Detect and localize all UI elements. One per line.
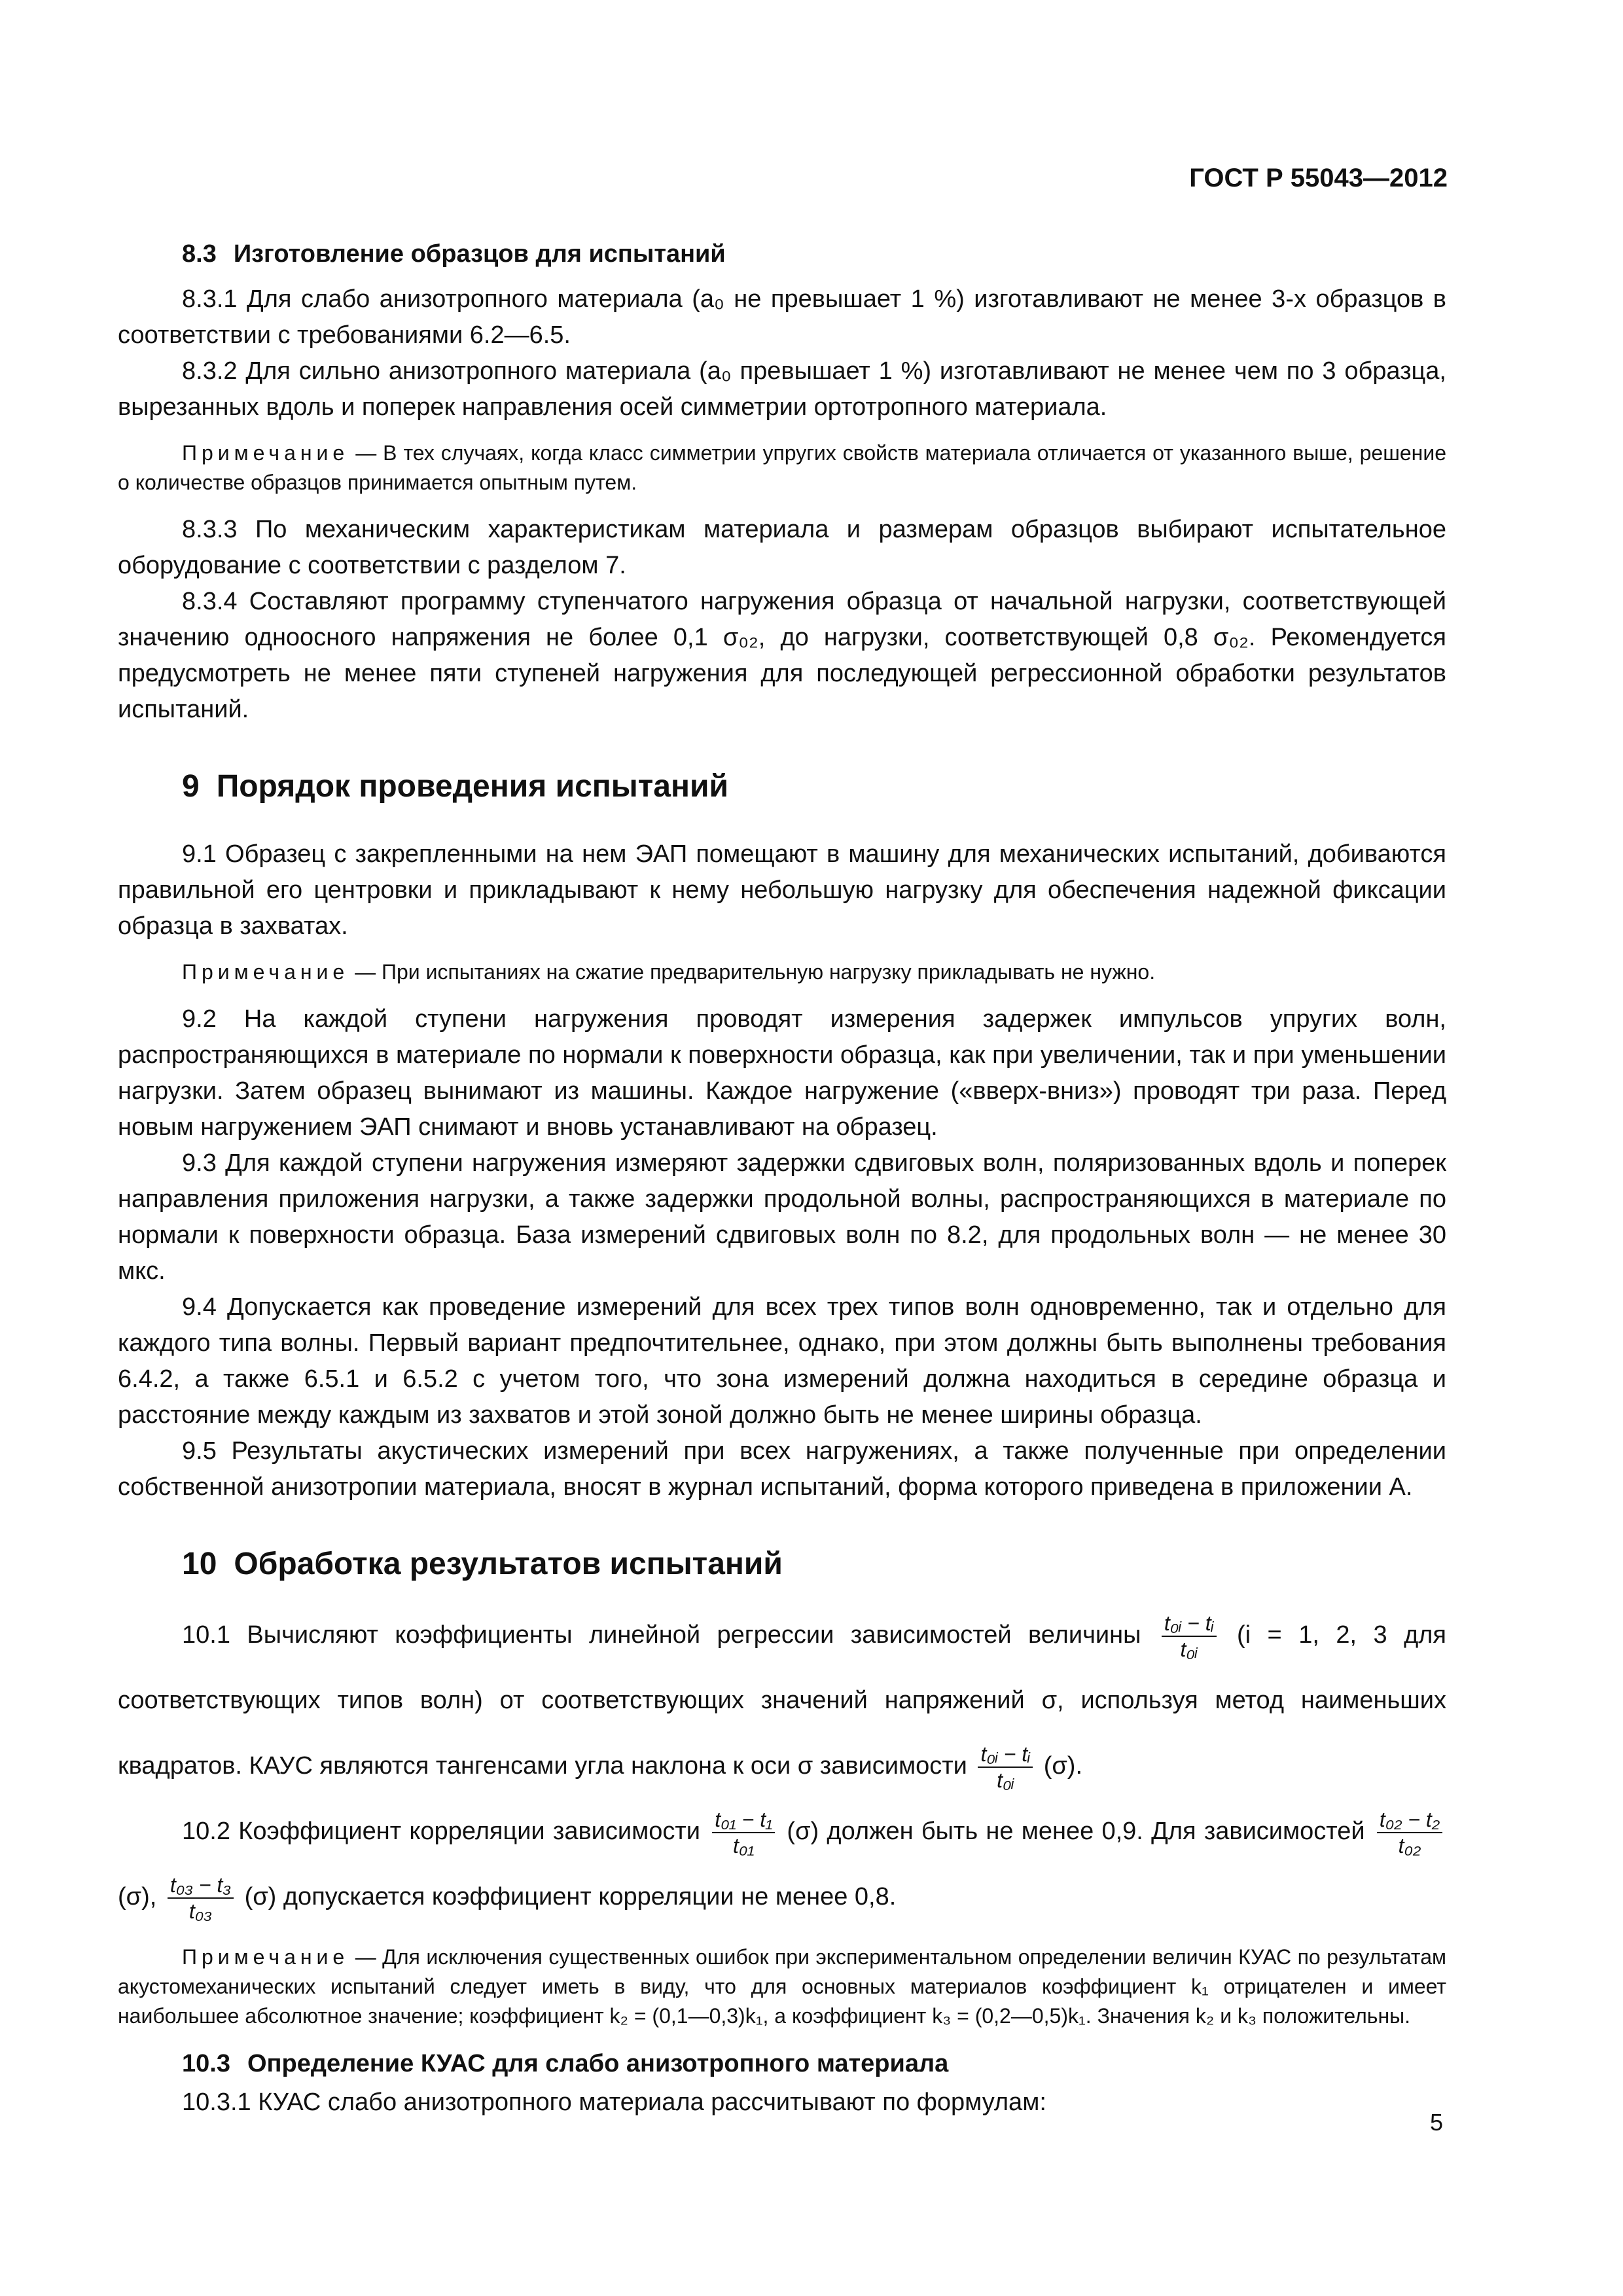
note-8-3: [118, 439, 1446, 497]
fraction-numerator: t₀₃ − t₃: [168, 1873, 234, 1899]
paragraph-10-2: [118, 1799, 1446, 1929]
section-number: 10: [182, 1547, 217, 1581]
fraction-t2: [1377, 1807, 1442, 1858]
text-run: (i = 1, 2, 3 для соответствующих типов волн) от соответствующих значений напряжений σ, используя метод наименьших квадратов. КАУС являются тангенсами угла наклона к оси σ зависимости: [118, 1621, 1446, 1780]
fraction-ti: [1162, 1611, 1217, 1662]
fraction-t1: [712, 1807, 775, 1858]
note-label: Примечание: [182, 441, 349, 465]
paragraph-8-3-4: 8.3.4 Составляют программу ступенчатого нагружения образца от начальной нагрузки, соответствующей значению одноосного напряжения не более 0,1 σ₀₂, до нагрузки, соответствующей 0,8 σ₀₂. Рекомендуется предусмотреть не менее пяти ступеней нагружения для последующей регрессионной обработки результатов испытаний.: [118, 588, 1446, 723]
fraction-ti: [978, 1742, 1033, 1793]
section-number: 8.3: [182, 240, 217, 268]
text-run: (σ) допускается коэффициент корреляции не менее 0,8.: [244, 1883, 897, 1910]
document-header: ГОСТ Р 55043—2012: [1189, 164, 1448, 192]
section-title: Определение КУАС для слабо анизотропного материала: [247, 2050, 949, 2077]
fraction-denominator: t₀₁: [732, 1833, 755, 1857]
text-run: 10.2 Коэффициент корреляции зависимости: [182, 1818, 700, 1845]
fraction-denominator: t₀ᵢ: [997, 1768, 1014, 1792]
fraction-numerator: t₀ᵢ − tᵢ: [1162, 1611, 1217, 1637]
paragraph-9-2: 9.2 На каждой ступени нагружения проводят измерения задержек импульсов упругих волн, распространяющихся в материале по нормали к поверхности образца, как при увеличении, так и при уменьшении нагрузки. Затем образец вынимают из машины. Каждое нагружение («вверх-вниз») проводят три раза. Перед новым нагружением ЭАП снимают и вновь устанавливают на образец.: [118, 1005, 1446, 1141]
section-number: 10.3: [182, 2050, 230, 2077]
paragraph-10-1: [118, 1602, 1446, 1799]
paragraph-9-3: 9.3 Для каждой ступени нагружения измеряют задержки сдвиговых волн, поляризованных вдоль и поперек направления приложения нагрузки, а также задержки продольной волны, распространяющихся в материале по нормали к поверхности образца. База измерений сдвиговых волн по 8.2, для продольных волн — не менее 30 мкс.: [118, 1149, 1446, 1285]
paragraph-10-3-1: 10.3.1 КУАС слабо анизотропного материала рассчитывают по формулам:: [182, 2089, 1046, 2116]
formula-block: [118, 1602, 1446, 1929]
note-text: — В тех случаях, когда класс симметрии упругих свойств материала отличается от указанного выше, решение о количестве образцов принимается опытным путем.: [118, 441, 1447, 494]
text-run: 10.1 Вычисляют коэффициенты линейной регрессии зависимостей величины: [182, 1621, 1141, 1649]
fraction-numerator: t₀₂ − t₂: [1377, 1807, 1442, 1833]
fraction-denominator: t₀₂: [1398, 1833, 1421, 1857]
note-label: Примечание: [182, 960, 349, 984]
paragraph-9-4: 9.4 Допускается как проведение измерений для всех трех типов волн одновременно, так и отдельно для каждого типа волны. Первый вариант предпочтительнее, однако, при этом должны быть выполнены требования 6.4.2, а также 6.5.1 и 6.5.2 с учетом того, что зона измерений должна находиться в середине образца и расстояние между каждым из захватов и этой зоной должно быть не менее ширины образца.: [118, 1293, 1446, 1429]
note-10: [118, 1943, 1446, 2031]
section-title: Изготовление образцов для испытаний: [233, 240, 726, 268]
text-run: (σ).: [1043, 1752, 1083, 1780]
section-title: Порядок проведения испытаний: [216, 769, 728, 804]
page-number: 5: [1429, 2109, 1443, 2136]
text-run: (σ) должен быть не менее 0,9. Для зависимостей: [787, 1818, 1365, 1845]
section-10-heading: [118, 1545, 1446, 1584]
paragraph-8-3-3: 8.3.3 По механическим характеристикам материала и размерам образцов выбирают испытательное оборудование с соответствии с разделом 7.: [118, 516, 1446, 579]
fraction-denominator: t₀ᵢ: [1180, 1637, 1198, 1661]
section-10-3-heading: [118, 2045, 1446, 2082]
fraction-denominator: t₀₃: [188, 1899, 212, 1923]
fraction-t3: [168, 1873, 234, 1924]
section-number: 9: [182, 769, 200, 804]
fraction-numerator: t₀₁ − t₁: [712, 1807, 775, 1833]
note-label: Примечание: [182, 1945, 349, 1969]
note-9: [118, 958, 1446, 987]
page-body: [118, 236, 1446, 2121]
paragraph-8-3-2: 8.3.2 Для сильно анизотропного материала (a₀ превышает 1 %) изготавливают не менее чем по 3 образца, вырезанных вдоль и поперек направления осей симметрии ортотропного материала.: [118, 357, 1446, 421]
paragraph-9-5: 9.5 Результаты акустических измерений при всех нагружениях, а также полученные при определении собственной анизотропии материала, вносят в журнал испытаний, форма которого приведена в приложении А.: [118, 1437, 1446, 1501]
section-title: Обработка результатов испытаний: [234, 1547, 783, 1581]
text-run: (σ),: [118, 1883, 157, 1910]
note-text: — Для исключения существенных ошибок при экспериментальном определении величин КУАС по результатам акустомеханических испытаний следует иметь в виду, что для основных материалов коэффициент k₁ отрицателен и имеет наибольшее абсолютное значение; коэффициент k₂ = (0,1—0,3)k₁, а коэффициент k₃ = (0,2—0,5)k₁. Значения k₂ и k₃ положительны.: [118, 1945, 1447, 2028]
note-text: — При испытаниях на сжатие предварительную нагрузку прикладывать не нужно.: [355, 960, 1156, 984]
fraction-numerator: t₀ᵢ − tᵢ: [978, 1742, 1033, 1768]
section-9-heading: [118, 767, 1446, 806]
paragraph-8-3-1: 8.3.1 Для слабо анизотропного материала (a₀ не превышает 1 %) изготавливают не менее 3-х образцов в соответствии с требованиями 6.2—6.5.: [118, 285, 1446, 349]
paragraph-9-1: 9.1 Образец с закрепленными на нем ЭАП помещают в машину для механических испытаний, добиваются правильной его центровки и прикладывают к нему небольшую нагрузку для обеспечения надежной фиксации образца в захватах.: [118, 840, 1446, 940]
section-8-3-heading: [118, 236, 1446, 272]
